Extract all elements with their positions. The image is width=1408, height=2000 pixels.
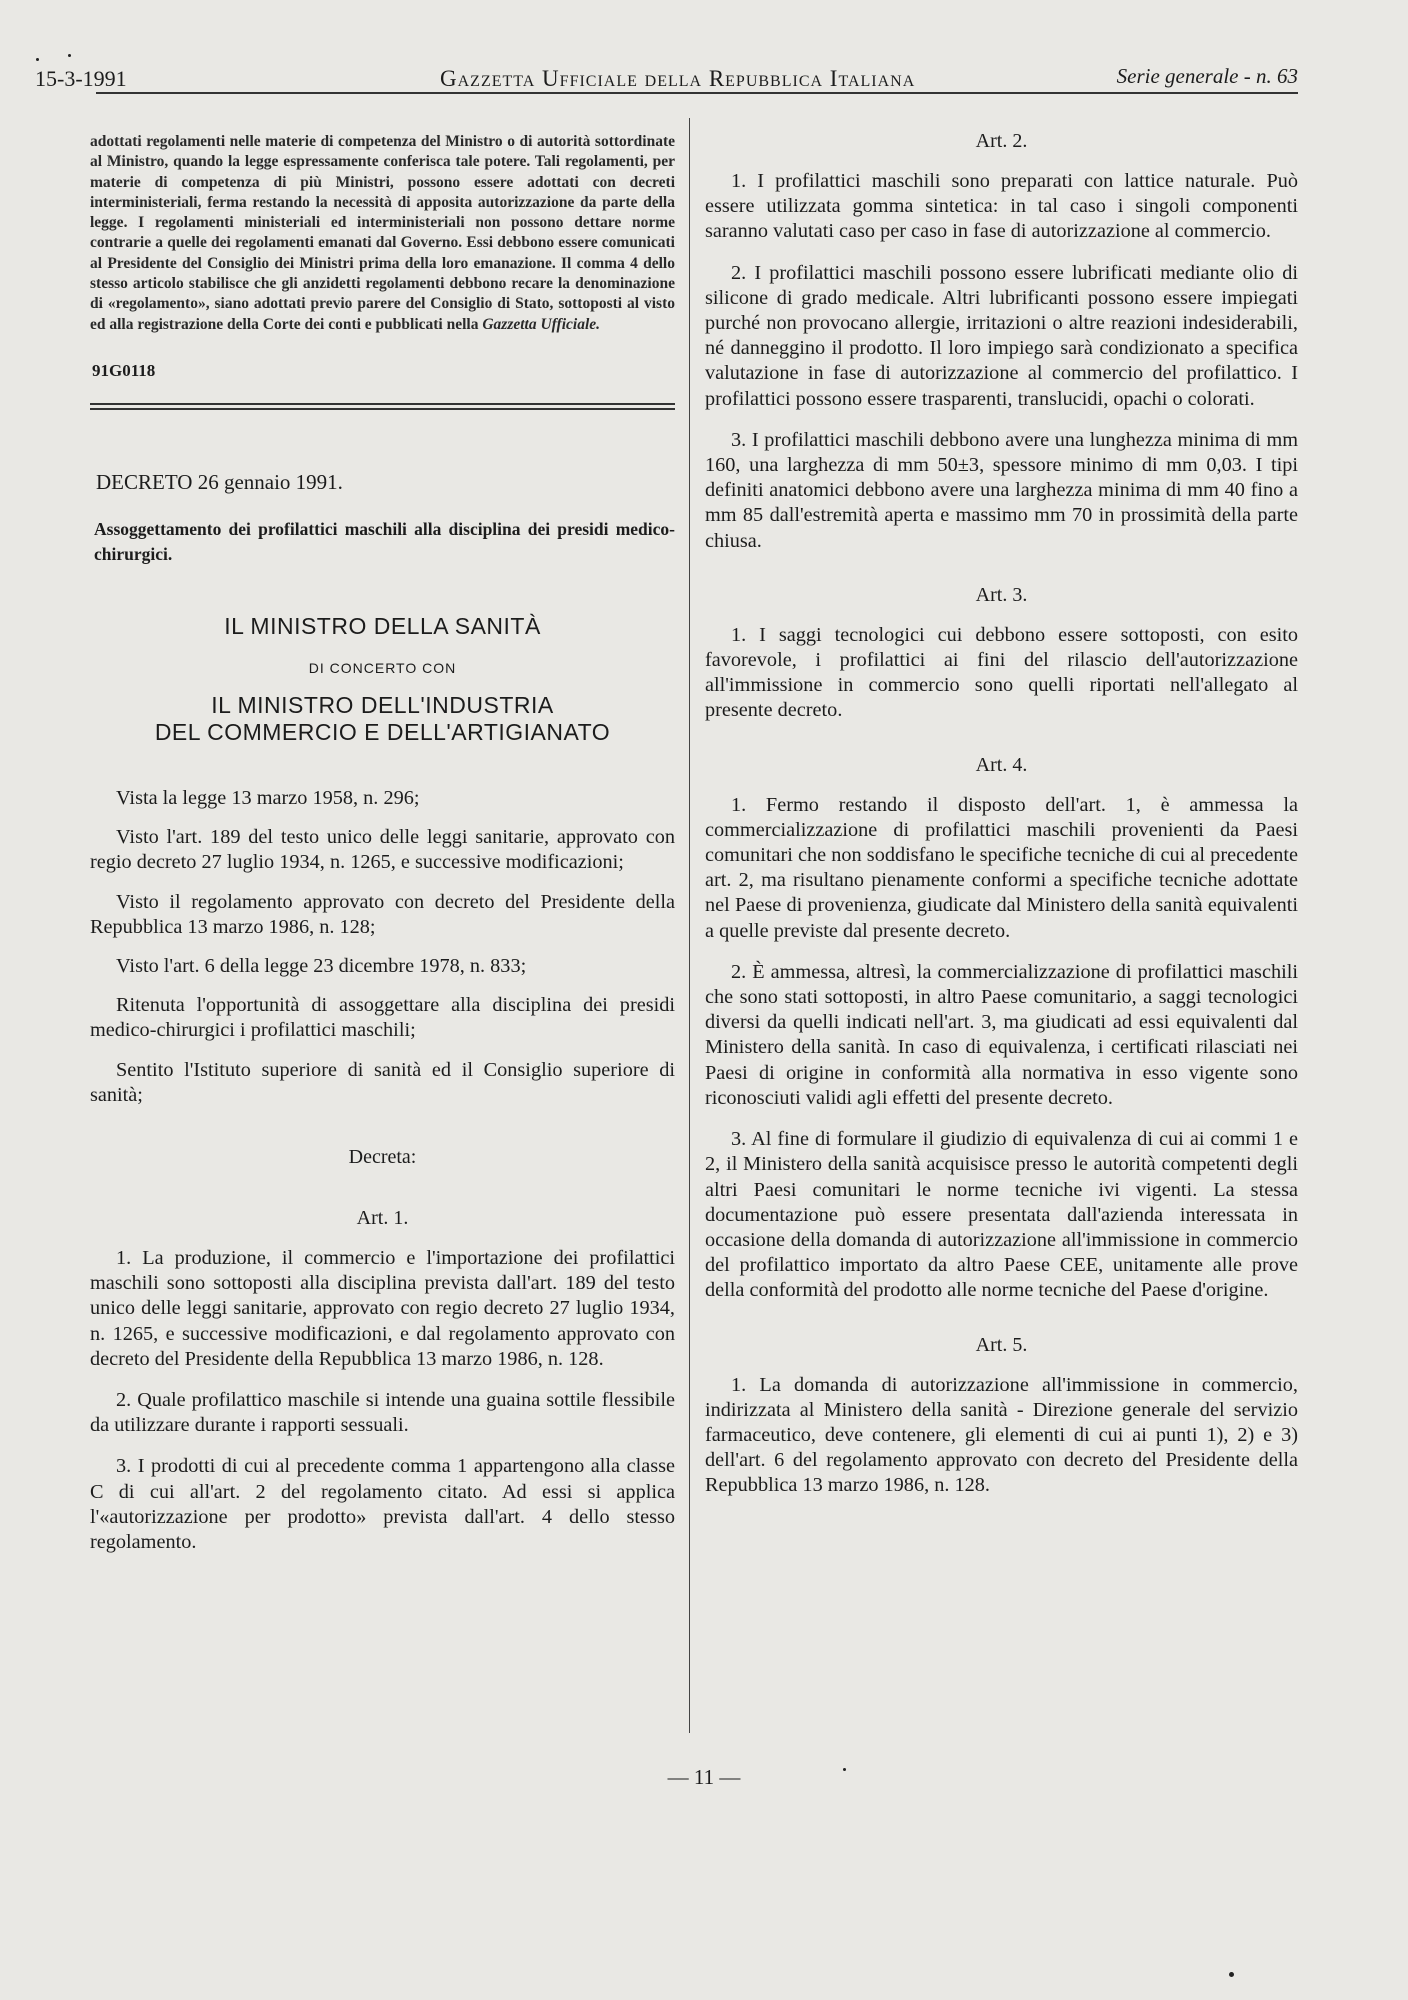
right-column (705, 124, 1298, 1515)
double-rule (90, 403, 675, 410)
concerto-label: DI CONCERTO CON (308, 659, 457, 676)
running-header (35, 60, 1298, 94)
recital: Ritenuta l'opportunità di assoggettare alla disciplina dei presidi medico-chirurgici i profilattici maschili; (90, 994, 675, 1042)
article-4-heading: Art. 4. (975, 753, 1028, 776)
previous-text: adottati regolamenti nelle materie di competenza del Ministro o di autorità sottordinate al Ministro, quando la legge espressamente conferisca tale potere. Tali regolamenti, per materie di competenza di più Ministri, possono essere adottati con decreti interministeriali, ferma restando la necessità di apposita autorizzazione da parte della legge. I regolamenti ministeriali ed interministeriali non possono dettare norme contrarie a quelle dei regolamenti emanati dal Governo. Essi debbono essere comunicati al Presidente del Consiglio dei Ministri prima della loro emanazione. Il comma 4 dello stesso articolo stabilisce che gli anzidetti regolamenti debbono recare la denominazione di «regolamento», siano adottati previo parere del Consiglio di Stato, sottoposti al visto ed alla registrazione della Corte dei conti e pubblicati nella Gazzetta Ufficiale. (90, 133, 675, 333)
recital: Visto l'art. 189 del testo unico delle leggi sanitarie, approvato con regio decreto 27 luglio 1934, n. 1265, e successive modificazioni; (90, 826, 675, 874)
column-divider (689, 118, 690, 1733)
article-paragraph: 1. Fermo restando il disposto dell'art. 1, è ammessa la commercializzazione di profilattici maschili provenienti da Paesi comunitari che non soddisfano le specifiche tecniche di cui al precedente art. 2, ma risultano pienamente conformi a specifiche tecniche adottate nel Paese di provenienza, giudicate dal Ministero della sanità equivalenti a quelle previste dal presente decreto. (705, 793, 1298, 942)
scan-speck (1229, 1972, 1234, 1977)
recital: Vista la legge 13 marzo 1958, n. 296; (116, 786, 420, 809)
article-paragraph: 1. I saggi tecnologici cui debbono essere sottoposti, con esito favorevole, i profilattici ai fini del rilascio dell'autorizzazione all'immissione in commercio sono quelli riportati nell'allegato al presente decreto. (705, 623, 1298, 722)
scan-speck (36, 58, 39, 61)
recital: Visto il regolamento approvato con decreto del Presidente della Repubblica 13 marzo 1986, n. 128; (90, 890, 675, 938)
left-column (90, 132, 675, 1571)
article-paragraph: 1. La produzione, il commercio e l'importazione dei profilattici maschili sono sottoposti alla disciplina prevista dall'art. 189 del testo unico delle leggi sanitarie, approvato con regio decreto 27 luglio 1934, n. 1265, e successive modificazioni, e dal regolamento approvato con decreto del Presidente della Repubblica 13 marzo 1986, n. 128. (90, 1247, 675, 1370)
article-2-heading: Art. 2. (975, 130, 1028, 152)
article-paragraph: 3. I profilattici maschili debbono avere una lunghezza minima di mm 160, una larghezza di mm 50±3, spessore minimo di mm 0,03. I tipi definiti anatomici debbono avere una larghezza minima di mm 40 fino a mm 85 dall'estremità aperta e massimo mm 70 in prossimità della parte chiusa. (705, 428, 1298, 552)
minister2-line1: IL MINISTRO DELL'INDUSTRIA (211, 691, 554, 718)
previous-text-italic: Gazzetta Ufficiale. (482, 315, 601, 333)
scan-speck (68, 54, 71, 57)
minister2-title (90, 692, 675, 746)
minister-title: IL MINISTRO DELLA SANITÀ (224, 612, 541, 639)
header-date: 15-3-1991 (35, 66, 127, 91)
minister2-line2: DEL COMMERCIO E DELL'ARTIGIANATO (154, 718, 611, 745)
article-paragraph: 1. I profilattici maschili sono preparati con lattice naturale. Può essere utilizzata gomma sintetica: in tal caso i singoli componenti saranno valutati caso per caso in fase di autorizzazione al commercio. (705, 170, 1298, 243)
decree-date: DECRETO 26 gennaio 1991. (96, 469, 343, 494)
header-title: Gazzetta Ufficiale della Repubblica Italiana (440, 66, 916, 91)
article-5-heading: Art. 5. (975, 1333, 1028, 1356)
header-rule (96, 92, 1298, 94)
article-paragraph: 2. I profilattici maschili possono essere lubrificati mediante olio di silicone di grado medicale. Altri lubrificanti possono essere impiegati purché non provocano allergie, irritazioni o altre reazioni indesiderabili, né danneggino il prodotto. Il loro impiego sarà condizionato a specifica valutazione in fase di autorizzazione al commercio del profilattico. I profilattici possono essere trasparenti, translucidi, opachi o colorati. (705, 261, 1298, 410)
recital: Visto l'art. 6 della legge 23 dicembre 1978, n. 833; (116, 954, 527, 977)
page-number: — 11 — (667, 1765, 741, 1789)
article-paragraph: 2. È ammessa, altresì, la commercializzazione di profilattici maschili che sono stati sottoposti, in altro Paese comunitario, a saggi tecnologici diversi da quelli indicati nell'art. 3, ma giudicati ad essi equivalenti dal Ministero della sanità. In caso di equivalenza, i certificati rilasciati nei Paesi di origine in conformità alla normativa in esso vigente sono riconosciuti validi agli effetti del presente decreto. (705, 960, 1298, 1109)
scan-speck (843, 1768, 846, 1771)
recital: Sentito l'Istituto superiore di sanità ed il Consiglio superiore di sanità; (90, 1058, 675, 1106)
article-paragraph: 1. La domanda di autorizzazione all'immissione in commercio, indirizzata al Ministero della sanità - Direzione generale del servizio farmaceutico, deve contenere, gli elementi di cui ai punti 1), 2) e 3) dell'art. 6 del regolamento approvato con decreto del Presidente della Repubblica 13 marzo 1986, n. 128. (705, 1373, 1298, 1497)
article-paragraph: 3. Al fine di formulare il giudizio di equivalenza di cui ai commi 1 e 2, il Ministero della sanità acquisisce presso le autorità competenti degli altri Paesi comunitari le norme tecniche ivi vigenti. La stessa documentazione può essere presentata dall'azienda interessata in occasione della domanda di autorizzazione all'immissione in commercio del profilattico importato da altro Paese CEE, unitamente alle prove della conformità del prodotto alle norme tecniche del Paese d'origine. (705, 1128, 1298, 1302)
document-code: 91G0118 (92, 360, 156, 380)
decreta-heading: Decreta: (348, 1146, 417, 1168)
article-3-heading: Art. 3. (975, 583, 1028, 606)
article-paragraph: 3. I prodotti di cui al precedente comma 1 appartengono alla classe C di cui all'art. 2 del regolamento citato. Ad essi si applica l'«autorizzazione per prodotto» prevista dall'art. 4 dello stesso regolamento. (90, 1455, 675, 1554)
header-serie: Serie generale - n. 63 (1116, 64, 1298, 88)
article-paragraph: 2. Quale profilattico maschile si intende una guaina sottile flessibile da utilizzare durante i rapporti sessuali. (90, 1389, 675, 1437)
decree-subject: Assoggettamento dei profilattici maschili alla disciplina dei presidi medico-chirurgici. (94, 518, 675, 564)
recitals (90, 786, 675, 1108)
article-1-heading: Art. 1. (356, 1207, 409, 1229)
article-1-body (90, 1246, 675, 1555)
